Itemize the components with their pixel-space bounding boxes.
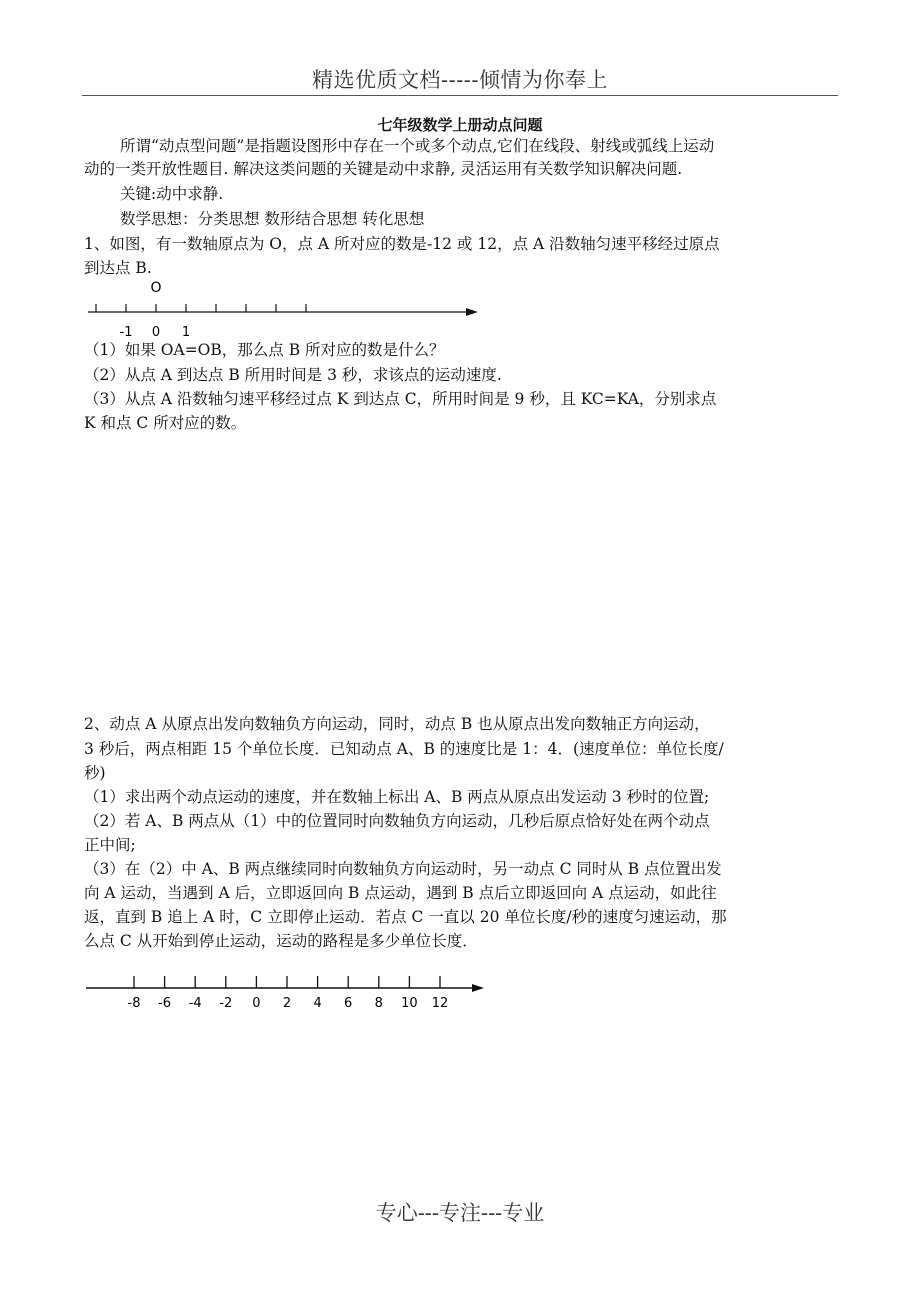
q2-tick-label: -8 <box>127 996 141 1011</box>
q2-sub-1: （1）求出两个动点运动的速度，并在数轴上标出 A、B 两点从原点出发运动 3 秒时的位置; <box>84 788 710 806</box>
q1-tick-label: 0 <box>151 325 161 340</box>
q2-sub-3-line-3: 返，直到 B 追上 A 时，C 立即停止运动．若点 C 一直以 20 单位长度/秒的速度匀速运动，那 <box>84 908 727 926</box>
intro-line-2: 动的一类开放性题目. 解决这类问题的关键是动中求静, 灵活运用有关数学知识解决问题. <box>84 160 683 178</box>
q2-sub-2-line-1: （2）若 A、B 两点从（1）中的位置同时向数轴负方向运动，几秒后原点恰好处在两个动点 <box>84 812 710 830</box>
q1-sub-2: （2）从点 A 到达点 B 所用时间是 3 秒，求该点的运动速度. <box>84 366 502 384</box>
q2-tick-label: 12 <box>431 996 449 1011</box>
header-rule <box>82 95 838 96</box>
q2-sub-3-line-4: 么点 C 从开始到停止运动，运动的路程是多少单位长度． <box>84 932 478 950</box>
q2-ticks <box>134 976 440 988</box>
intro-line-1: 所谓“动点型问题”是指题设图形中存在一个或多个动点,它们在线段、射线或弧线上运动 <box>120 137 715 155</box>
q2-tick-label: 6 <box>344 996 353 1011</box>
q2-tick-label: 0 <box>252 996 261 1011</box>
q1-sub-1: （1）如果 OA=OB，那么点 B 所对应的数是什么？ <box>84 341 445 359</box>
intro-key: 关键:动中求静. <box>120 185 224 203</box>
q2-tick-label: 10 <box>401 996 418 1011</box>
q2-tick-label: -2 <box>219 996 233 1011</box>
q2-tick-label: 4 <box>313 996 322 1011</box>
q2-line-1: 2、动点 A 从原点出发向数轴负方向运动，同时，动点 B 也从原点出发向数轴正方向运动， <box>84 715 710 733</box>
q2-tick-label: -6 <box>158 996 172 1011</box>
q2-tick-label: -4 <box>188 996 202 1011</box>
q2-sub-2-line-2: 正中间; <box>84 836 136 854</box>
q1-ticks <box>96 304 306 312</box>
q1-sub-3-line-2: K 和点 C 所对应的数。 <box>84 414 247 432</box>
q1-tick-label: -1 <box>119 325 133 340</box>
q2-line-2: 3 秒后，两点相距 15 个单位长度．已知动点 A、B 的速度比是 1：4．(速度单位：单位长度/ <box>84 740 724 758</box>
q2-axis-arrow <box>472 984 484 992</box>
q1-line-1: 1、如图，有一数轴原点为 O，点 A 所对应的数是-12 或 12，点 A 沿数轴匀速平移经过原点 <box>84 235 720 253</box>
q2-sub-3-line-1: （3）在（2）中 A、B 两点继续同时向数轴负方向运动时，另一动点 C 同时从 B 点位置出发 <box>84 860 722 878</box>
q2-tick-label: 8 <box>374 996 383 1011</box>
q1-tick-label: 1 <box>181 325 191 340</box>
page-header: 精选优质文档-----倾情为你奉上 <box>312 68 608 92</box>
q2-labels <box>128 996 449 1011</box>
q1-axis-arrow <box>466 308 478 316</box>
q2-sub-3-line-2: 向 A 运动，当遇到 A 后，立即返回向 B 点运动，遇到 B 点后立即返回向 A 点运动，如此往 <box>84 884 717 902</box>
page-footer: 专心---专注---专业 <box>375 1201 545 1225</box>
q2-tick-label: 2 <box>282 996 292 1011</box>
document-title: 七年级数学上册动点问题 <box>377 116 543 134</box>
intro-thinking: 数学思想：分类思想 数形结合思想 转化思想 <box>120 210 425 228</box>
q1-line-2: 到达点 B. <box>84 259 152 277</box>
q2-line-3: 秒) <box>84 764 106 782</box>
q2-number-line <box>80 968 500 1018</box>
q1-origin-label: O <box>150 280 162 296</box>
q1-number-line <box>80 276 490 344</box>
q1-sub-3-line-1: （3）从点 A 沿数轴匀速平移经过点 K 到达点 C，所用时间是 9 秒，且 KC=KA，分别求点 <box>84 390 717 408</box>
